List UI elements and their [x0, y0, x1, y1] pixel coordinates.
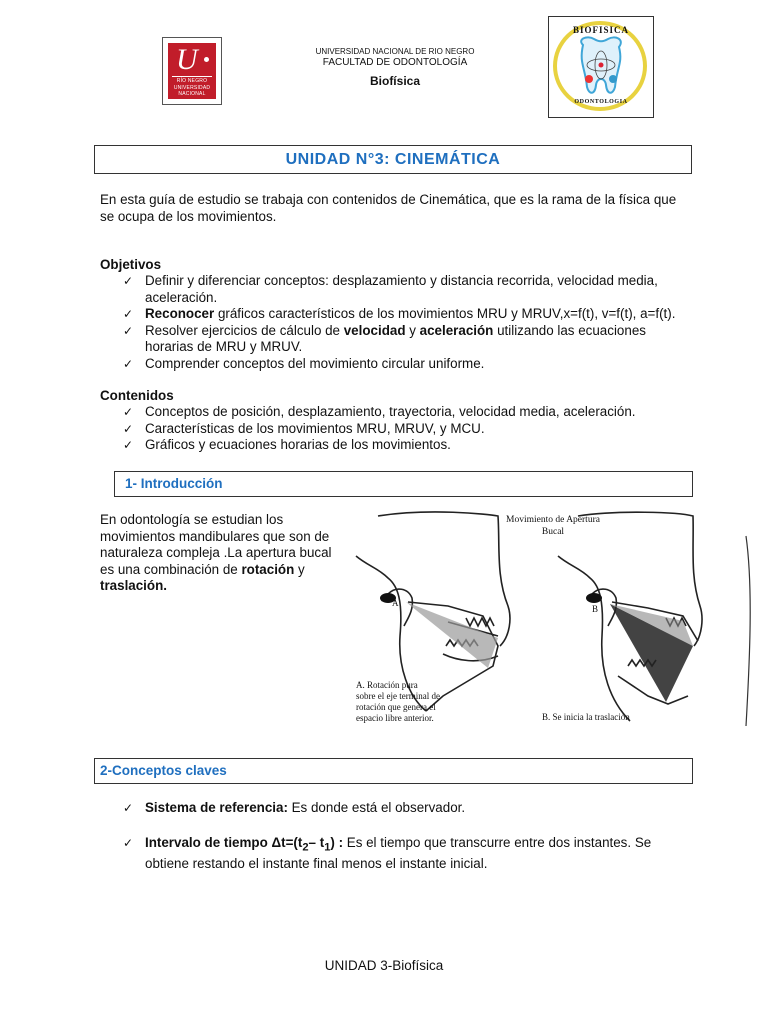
section-2-header — [94, 758, 693, 784]
subject-name: Biofísica — [369, 74, 420, 88]
logo-line-1: RÍO NEGRO — [176, 78, 208, 84]
list-item: ✓ Conceptos de posición, desplazamiento, trayectoria, velocidad media, aceleración. — [123, 404, 636, 419]
caption-a-line-4: espacio libre anterior. — [356, 713, 434, 723]
skull-diagram — [348, 506, 758, 732]
check-icon: ✓ — [123, 405, 134, 419]
check-icon: ✓ — [123, 356, 134, 371]
check-icon: ✓ — [123, 323, 134, 338]
diagram-title-1: Movimiento de Apertura — [506, 515, 600, 525]
list-item: ✓ Comprender conceptos del movimiento circular uniforme. — [123, 355, 485, 371]
check-icon: ✓ — [123, 307, 134, 321]
page-footer: UNIDAD 3-Biofísica — [324, 958, 444, 973]
objectives-list — [123, 273, 695, 372]
introduction-paragraph: En odontología se estudian los movimientos mandibulares que son de naturaleza compleja .La apertura bucal es una combinación de rotación y traslación. — [100, 512, 332, 593]
caption-a-line-1: A. Rotación pura — [356, 680, 418, 690]
university-name: UNIVERSIDAD NACIONAL DE RIO NEGRO — [315, 47, 475, 56]
document-header — [250, 47, 540, 91]
list-item: ✓ Sistema de referencia: Es donde está el observador. — [123, 800, 466, 815]
caption-a-line-2: sobre el eje terminal de — [356, 691, 440, 701]
check-icon: ✓ — [123, 421, 134, 436]
unit-title-box — [94, 145, 692, 174]
faculty-name: FACULTAD DE ODONTOLOGÍA — [322, 57, 468, 68]
unit-title: UNIDAD N°3: CINEMÁTICA — [285, 151, 501, 168]
list-item: ✓ Características de los movimientos MRU, MRUV, y MCU. — [123, 420, 485, 436]
section-1-title: 1- Introducción — [125, 476, 223, 491]
label-a: A — [392, 598, 399, 608]
list-item: ✓ Reconocer gráficos característicos de los movimientos MRU y MRUV,x=f(t), v=f(t), a=f(t). — [123, 306, 676, 321]
logo-top-text: BIOFISICA — [572, 25, 629, 35]
logo-line-3: NACIONAL — [178, 91, 206, 97]
intro-paragraph: En esta guía de estudio se trabaja con contenidos de Cinemática, que es la rama de la física que se ocupa de los movimientos. — [100, 192, 677, 224]
logo-line-2: UNIVERSIDAD — [173, 85, 211, 91]
check-icon: ✓ — [123, 438, 134, 452]
diagram-title-2: Bucal — [541, 527, 565, 537]
objectives-heading: Objetivos — [100, 257, 162, 272]
check-icon: ✓ — [123, 801, 134, 815]
section-2-title: 2-Conceptos claves — [100, 763, 227, 778]
key-concepts-list — [123, 800, 685, 890]
university-logo — [162, 37, 222, 105]
section-1-header — [114, 471, 693, 497]
jaw-movement-illustration — [348, 506, 758, 732]
biofisica-logo — [548, 16, 654, 118]
caption-b: B. Se inicia la traslación — [542, 712, 630, 722]
contents-heading: Contenidos — [100, 388, 174, 403]
logo-letter: U — [176, 43, 198, 76]
check-icon: ✓ — [123, 274, 134, 288]
list-item: ✓ Definir y diferenciar conceptos: desplazamiento y distancia recorrida, velocidad media, aceleración. — [123, 273, 658, 305]
list-item: ✓ Intervalo de tiempo $\Delta t=(t_2-$ $t_1$) : Es el tiempo que transcurre entre dos instantes. Se obtiene restando el instante final menos el instante inicial. — [123, 834, 652, 871]
caption-a-line-3: rotación que genera el — [356, 702, 436, 712]
list-item: ✓ Resolver ejercicios de cálculo de velocidad y aceleración utilizando las ecuaciones horarias de MRU y MRUV. — [123, 322, 646, 354]
label-b: B — [592, 604, 599, 614]
logo-bottom-text: ODONTOLOGIA — [574, 99, 628, 105]
contents-list — [123, 404, 695, 454]
list-item: ✓ Gráficos y ecuaciones horarias de los movimientos. — [123, 437, 451, 452]
check-icon: ✓ — [123, 835, 134, 850]
